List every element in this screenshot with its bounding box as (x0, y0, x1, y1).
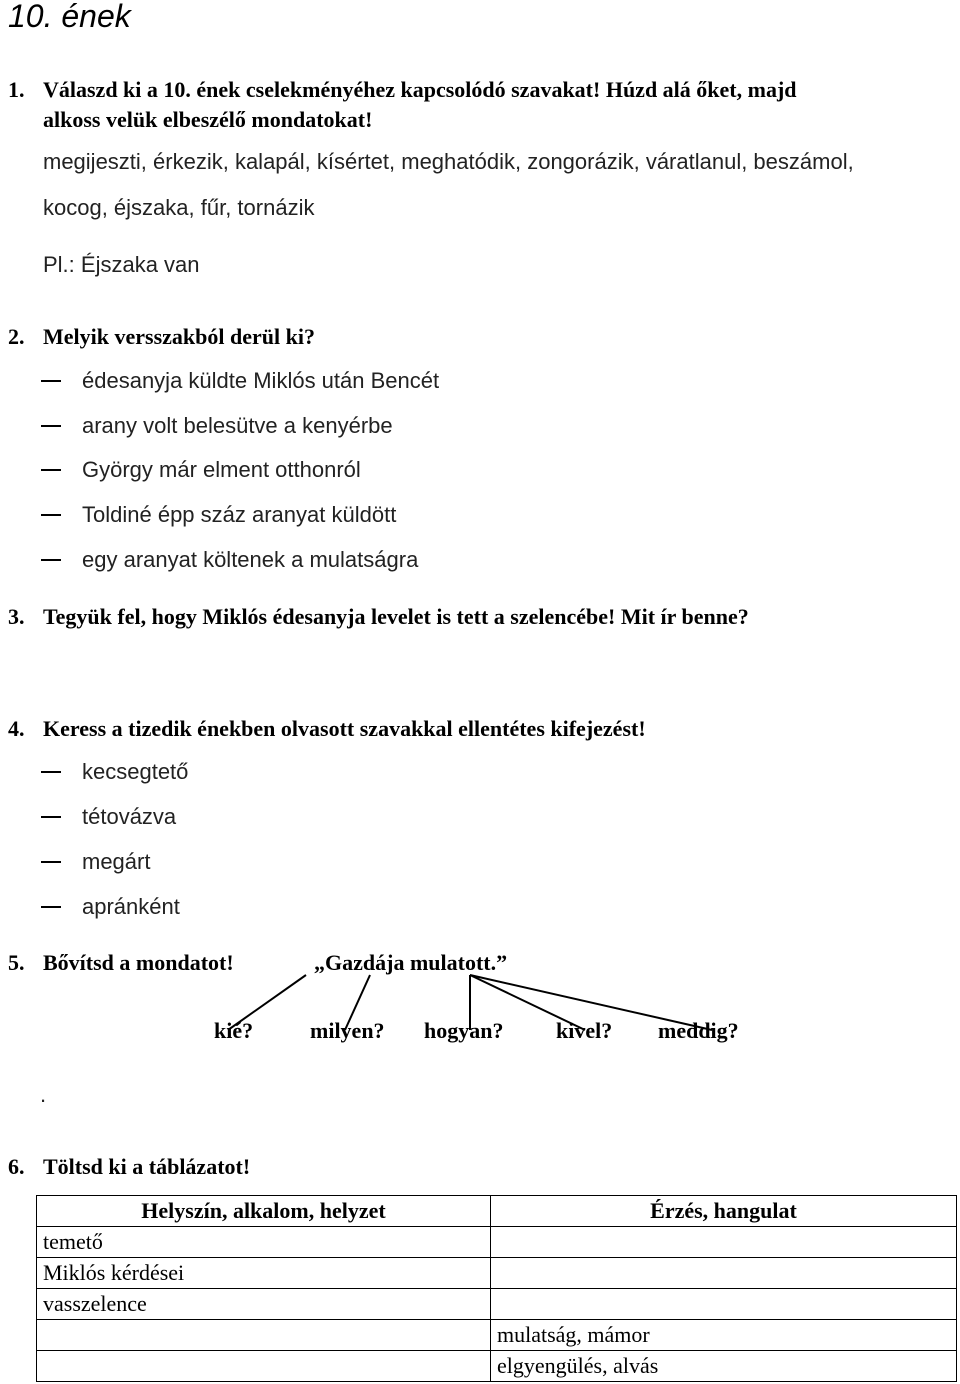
table-cell[interactable] (37, 1351, 491, 1382)
question-text: Keress a tizedik énekben olvasott szavakkal ellentétes kifejezést! (43, 716, 646, 741)
table-cell[interactable] (491, 1258, 957, 1289)
list-item: tétovázva (82, 804, 177, 829)
table-cell[interactable]: temető (37, 1227, 491, 1258)
question-text: Melyik versszakból derül ki? (43, 324, 315, 349)
branch-question-hogyan: hogyan? (424, 1018, 504, 1043)
table-cell[interactable]: Miklós kérdései (37, 1258, 491, 1289)
table-cell[interactable]: mulatság, mámor (491, 1320, 957, 1351)
table-cell[interactable] (37, 1320, 491, 1351)
list-item: édesanyja küldte Miklós után Bencét (82, 368, 440, 393)
table-row (37, 1320, 957, 1351)
question-number: 5. (8, 950, 25, 975)
branch-question-meddig: meddig? (658, 1018, 739, 1043)
table-header-row (37, 1196, 957, 1227)
list-item: arany volt belesütve a kenyérbe (82, 413, 393, 438)
table-row (37, 1351, 957, 1382)
table-cell[interactable]: elgyengülés, alvás (491, 1351, 957, 1382)
word-list-line: megijeszti, érkezik, kalapál, kísértet, meghatódik, zongorázik, váratlanul, beszámol, (43, 149, 854, 174)
branch-question-kie: kié? (214, 1018, 254, 1043)
question-text-continued: alkoss velük elbeszélő mondatokat! (43, 107, 373, 132)
page-title: 10. ének (8, 0, 131, 34)
stray-dot: . (40, 1082, 47, 1107)
branch-question-kivel: kivel? (556, 1018, 613, 1043)
table-cell[interactable]: vasszelence (37, 1289, 491, 1320)
question-number: 1. (8, 77, 25, 102)
question-number: 4. (8, 716, 25, 741)
table-row (37, 1258, 957, 1289)
list-item: György már elment otthonról (82, 457, 361, 482)
table-cell[interactable] (491, 1289, 957, 1320)
fill-in-table (36, 1195, 957, 1382)
question-text: Töltsd ki a táblázatot! (43, 1154, 251, 1179)
table-cell[interactable] (491, 1227, 957, 1258)
word-list-line: kocog, éjszaka, fűr, tornázik (43, 195, 315, 220)
example-sentence: Pl.: Éjszaka van (43, 252, 200, 277)
branch-question-milyen: milyen? (310, 1018, 385, 1043)
list-item: egy aranyat költenek a mulatságra (82, 547, 419, 572)
table-row (37, 1289, 957, 1320)
list-item: kecsegtető (82, 759, 189, 784)
column-header: Érzés, hangulat (491, 1196, 957, 1227)
question-number: 6. (8, 1154, 25, 1179)
question-number: 2. (8, 324, 25, 349)
list-item: apránként (82, 894, 180, 919)
list-item: megárt (82, 849, 151, 874)
column-header: Helyszín, alkalom, helyzet (37, 1196, 491, 1227)
table-row (37, 1227, 957, 1258)
question-number: 3. (8, 604, 25, 629)
list-item: Toldiné épp száz aranyat küldött (82, 502, 397, 527)
sentence-to-expand: „Gazdája mulatott.” (314, 950, 508, 975)
question-text: Válaszd ki a 10. ének cselekményéhez kapcsolódó szavakat! Húzd alá őket, majd (43, 77, 797, 102)
question-text: Bővítsd a mondatot! (43, 950, 234, 975)
question-text: Tegyük fel, hogy Miklós édesanyja levelet is tett a szelencébe! Mit ír benne? (43, 604, 749, 629)
